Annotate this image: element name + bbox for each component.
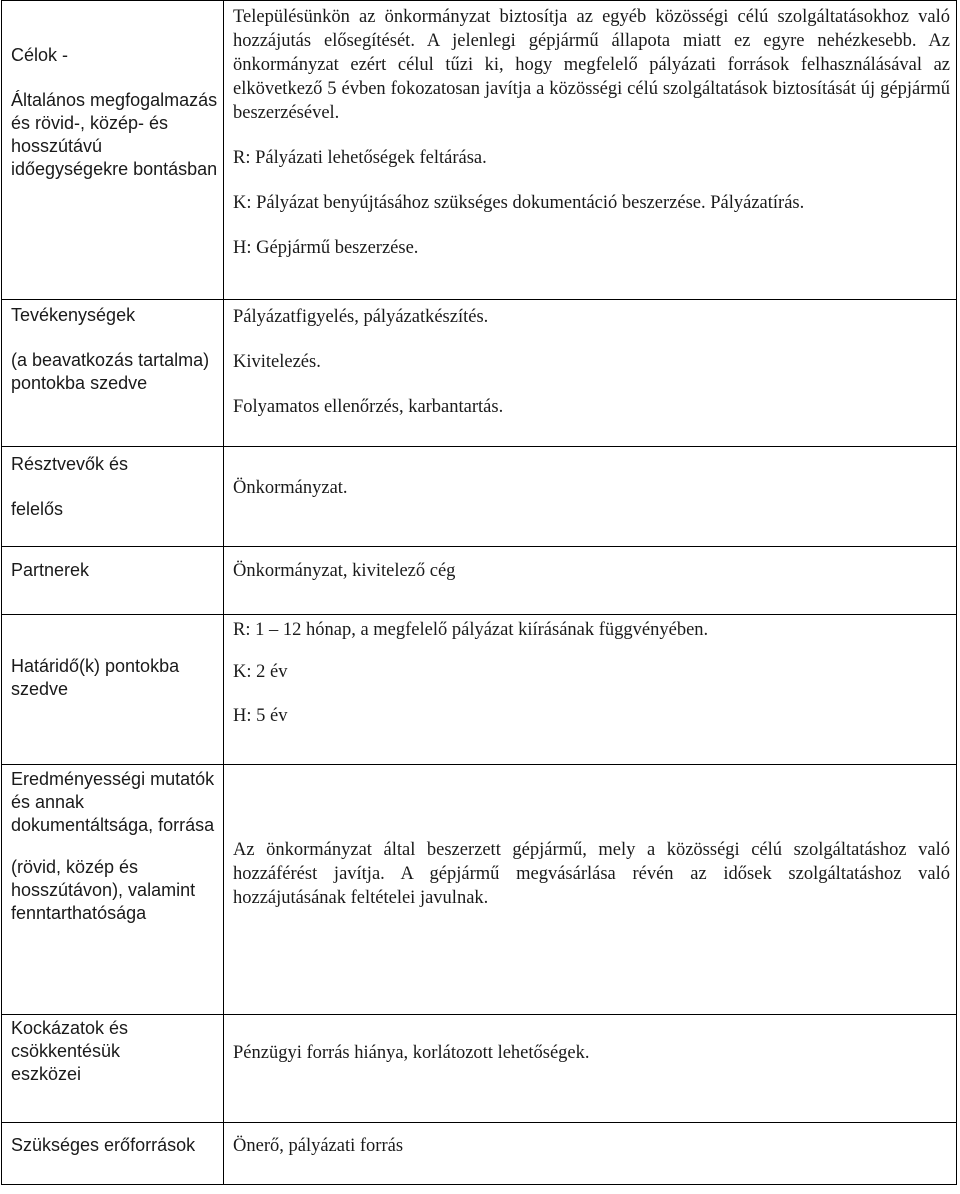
row-content-risks <box>224 1015 957 1123</box>
table-row-goals <box>2 1 957 300</box>
goal-item-long-term: H: Gépjármű beszerzése. <box>233 238 419 258</box>
label-line: Résztvevők és <box>11 454 129 474</box>
label-line: Eredményességi mutatók és annak dokumentáltsága, forrása <box>11 769 215 835</box>
row-label-resources <box>2 1123 224 1185</box>
activity-item: Kivitelezés. <box>233 352 321 372</box>
deadline-item: R: 1 – 12 hónap, a megfelelő pályázat kiírásának függvényében. <box>233 620 709 640</box>
participant-item: Önkormányzat. <box>233 478 348 498</box>
label-line: (a beavatkozás tartalma) pontokba szedve <box>11 350 210 393</box>
label-line: Kockázatok és csökkentésük eszközei <box>11 1018 129 1084</box>
activity-item: Folyamatos ellenőrzés, karbantartás. <box>233 397 504 417</box>
label-line: (rövid, közép és hosszútávon), valamint fenntarthatósága <box>11 857 196 923</box>
deadline-item: H: 5 év <box>233 706 288 726</box>
table-row-indicators <box>2 765 957 1015</box>
risk-item: Pénzügyi forrás hiánya, korlátozott lehetőségek. <box>233 1043 590 1063</box>
label-line: Határidő(k) pontokba szedve <box>11 656 180 699</box>
row-content-deadlines <box>224 615 957 765</box>
table-row-risks <box>2 1015 957 1123</box>
row-label-activities <box>2 300 224 447</box>
row-content-resources <box>224 1123 957 1185</box>
row-content-indicators <box>224 765 957 1015</box>
table-row-resources <box>2 1123 957 1185</box>
action-plan-table <box>1 0 957 1185</box>
table-row-partners <box>2 547 957 615</box>
goal-item-mid-term: K: Pályázat benyújtásához szükséges dokumentáció beszerzése. Pályázatírás. <box>233 193 805 213</box>
row-content-activities <box>224 300 957 447</box>
label-line: Célok - <box>11 45 69 65</box>
indicator-paragraph: Az önkormányzat által beszerzett gépjármű, mely a közösségi célú szolgáltatáshoz való hozzáférést javítja. A gépjármű megvásárlása révén az idősek szolgáltatáshoz való hozzájutásának feltételei javulnak. <box>233 840 950 908</box>
row-content-goals <box>224 1 957 300</box>
row-label-goals <box>2 1 224 300</box>
resource-item: Önerő, pályázati forrás <box>233 1136 404 1156</box>
table-row-activities <box>2 300 957 447</box>
goal-item-short-term: R: Pályázati lehetőségek feltárása. <box>233 148 487 168</box>
table-row-deadlines <box>2 615 957 765</box>
partner-item: Önkormányzat, kivitelező cég <box>233 561 456 581</box>
row-label-participants <box>2 447 224 547</box>
row-label-risks <box>2 1015 224 1123</box>
row-content-participants <box>224 447 957 547</box>
label-line: felelős <box>11 499 64 519</box>
row-label-partners <box>2 547 224 615</box>
row-label-deadlines <box>2 615 224 765</box>
activity-item: Pályázatfigyelés, pályázatkészítés. <box>233 307 489 327</box>
label-line: Szükséges erőforrások <box>11 1135 196 1155</box>
goals-intro-paragraph: Településünkön az önkormányzat biztosítja az egyéb közösségi célú szolgáltatásokhoz való hozzájutás elősegítését. A jelenlegi gépjármű állapota miatt ez egyre nehézkesebb. Az önkormányzat ezért célul tűzi ki, hogy megfelelő pályázati források felhasználásával az elkövetkező 5 évben fokozatosan javítja a közösségi célú szolgáltatások biztosítását új gépjármű beszerzésével. <box>233 7 950 123</box>
label-line: Partnerek <box>11 560 90 580</box>
label-line: Tevékenységek <box>11 305 136 325</box>
label-line: Általános megfogalmazás és rövid-, közép- és hosszútávú időegységekre bontásban <box>11 90 218 179</box>
row-label-indicators <box>2 765 224 1015</box>
row-content-partners <box>224 547 957 615</box>
deadline-item: K: 2 év <box>233 662 288 682</box>
table-row-participants <box>2 447 957 547</box>
